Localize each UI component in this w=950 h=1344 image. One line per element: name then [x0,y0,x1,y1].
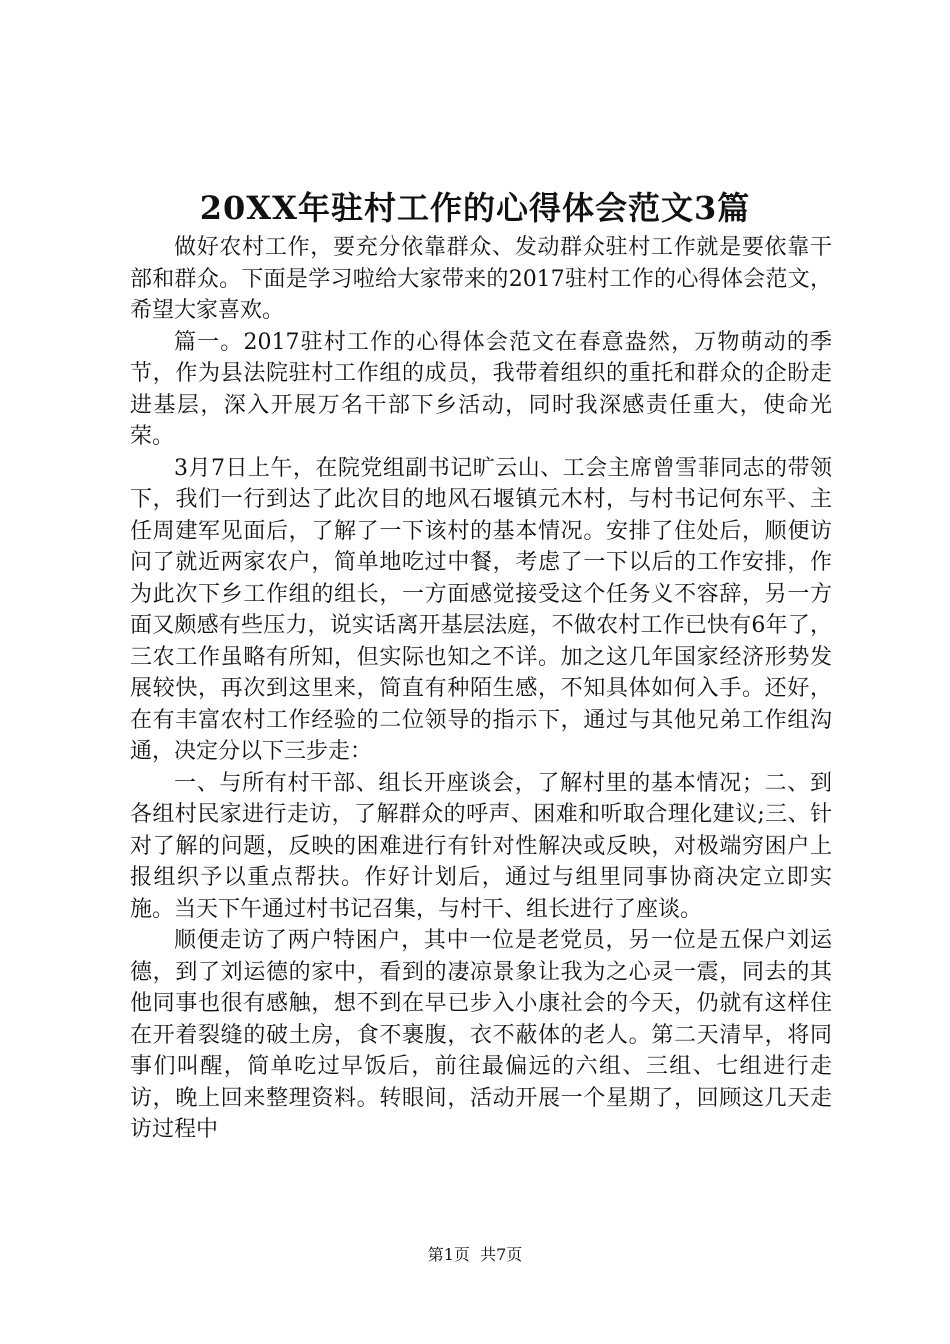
document-body [130,232,832,1146]
paragraph-part-one: 篇一。2017驻村工作的心得体会范文在春意盎然，万物萌动的季节，作为县法院驻村工作组的成员，我带着组织的重托和群众的企盼走进基层，深入开展万名干部下乡活动，同时我深感责任重大，使命光荣。 [130,329,832,449]
page-footer [0,1244,950,1266]
document-title: 20XX年驻村工作的心得体会范文3篇 [199,189,751,227]
paragraph-intro: 做好农村工作，要充分依靠群众、发动群众驻村工作就是要依靠干部和群众。下面是学习啦给大家带来的2017驻村工作的心得体会范文，希望大家喜欢。 [130,235,832,323]
paragraph-three-steps: 一、与所有村干部、组长开座谈会，了解村里的基本情况；二、到各组村民家进行走访，了解群众的呼声、困难和听取合理化建议;三、针对了解的问题，反映的困难进行有针对性解决或反映，对极端穷困户上报组织予以重点帮扶。作好计划后，通过与组里同事协商决定立即实施。当天下午通过村书记召集，与村干、组长进行了座谈。 [130,770,832,922]
page-total: 共7页 [480,1245,523,1264]
page-number: 第1页 [427,1245,470,1264]
paragraph-household-visits: 顺便走访了两户特困户，其中一位是老党员，另一位是五保户刘运德，到了刘运德的家中，看到的凄凉景象让我为之心灵一震，同去的其他同事也很有感触，想不到在早已步入小康社会的今天，仍就有这样住在开着裂缝的破土房，食不裹腹，衣不蔽体的老人。第二天清早，将同事们叫醒，简单吃过早饭后，前往最偏远的六组、三组、七组进行走访，晚上回来整理资料。转眼间，活动开展一个星期了，回顾这几天走访过程中 [130,928,832,1142]
paragraph-march-visit: 3月7日上午，在院党组副书记旷云山、工会主席曾雪菲同志的带领下，我们一行到达了此次目的地风石堰镇元木村，与村书记何东平、主任周建军见面后，了解了一下该村的基本情况。安排了住处后，顺便访问了就近两家农户，简单地吃过中餐，考虑了一下以后的工作安排，作为此次下乡工作组的组长，一方面感觉接受这个任务义不容辞，另一方面又颇感有些压力，说实话离开基层法庭，不做农村工作已快有6年了，三农工作虽略有所知，但实际也知之不详。加之这几年国家经济形势发展较快，再次到这里来，简直有种陌生感，不知具体如何入手。还好，在有丰富农村工作经验的二位领导的指示下，通过与其他兄弟工作组沟通，决定分以下三步走： [130,455,832,764]
